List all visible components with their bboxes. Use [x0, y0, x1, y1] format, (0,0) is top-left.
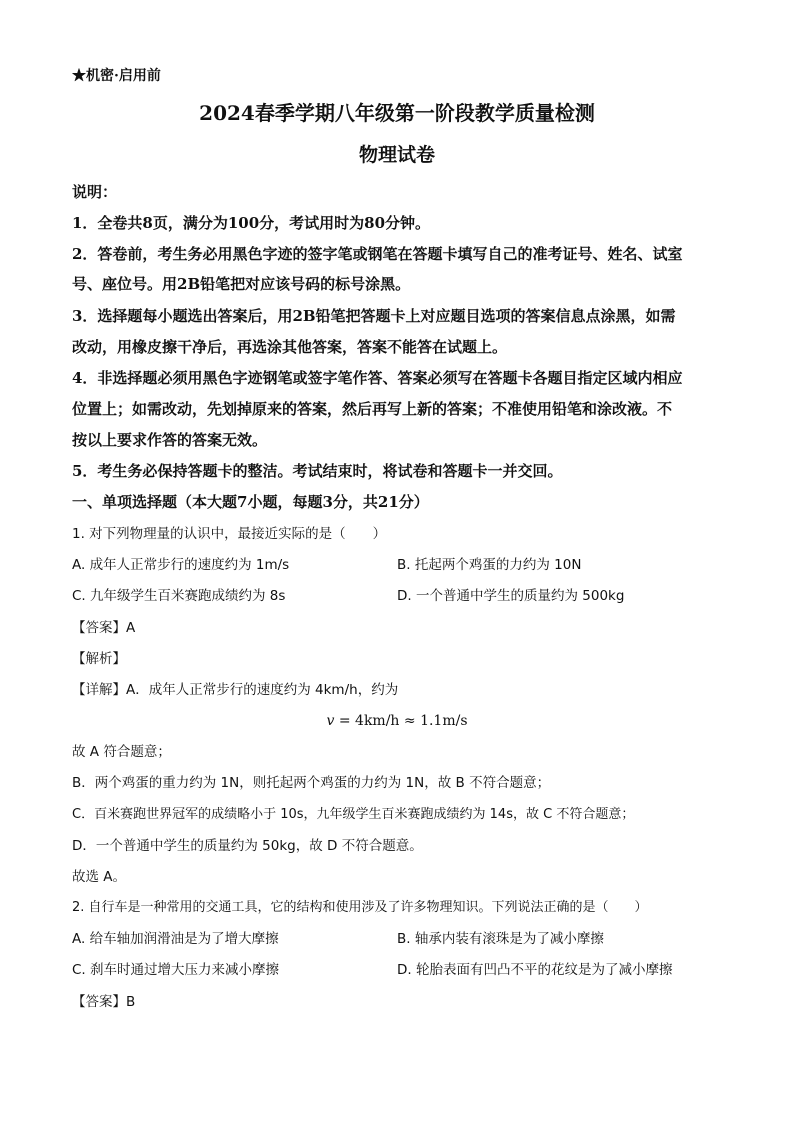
- instruction-2a: 2．答卷前，考生务必用黑色字迹的签字笔或钢笔在答题卡填写自己的准考证号、姓名、试室: [72, 245, 683, 263]
- instruction-2b: 号、座位号。用2B铅笔把对应该号码的标号涂黑。: [72, 275, 411, 293]
- q1-detail-2: 故 A 符合题意；: [72, 744, 171, 760]
- answer-value: A: [126, 620, 136, 636]
- formula-variable: v: [326, 713, 335, 729]
- answer-tag: 【答案】: [72, 994, 126, 1010]
- detail-tag: 【详解】: [72, 682, 126, 698]
- confidential-mark: ★机密·启用前: [72, 68, 161, 84]
- q2-option-d: D. 轮胎表面有凹凸不平的花纹是为了减小摩擦: [397, 962, 673, 978]
- q2-answer: [72, 992, 135, 1012]
- q1-detail-5: D．一个普通中学生的质量约为 50kg，故 D 不符合题意。: [72, 838, 423, 854]
- detail-text: A．成年人正常步行的速度约为 4km/h，约为: [126, 682, 399, 698]
- q1-detail-3: B．两个鸡蛋的重力约为 1N，则托起两个鸡蛋的力约为 1N，故 B 不符合题意；: [72, 775, 551, 791]
- instruction-4c: 按以上要求作答的答案无效。: [72, 431, 268, 449]
- exam-title: 2024春季学期八年级第一阶段教学质量检测: [199, 101, 595, 125]
- q1-option-c: C. 九年级学生百米赛跑成绩约为 8s: [72, 588, 286, 604]
- q2-option-c: C. 刹车时通过增大压力来减小摩擦: [72, 962, 280, 978]
- q1-answer: [72, 618, 135, 638]
- q1-option-a: A. 成年人正常步行的速度约为 1m/s: [72, 557, 290, 573]
- q1-stem: 1. 对下列物理量的认识中，最接近实际的是（ ）: [72, 526, 387, 542]
- q1-detail-1: [72, 680, 398, 700]
- exam-subtitle: 物理试卷: [358, 144, 435, 166]
- q1-option-d: D. 一个普通中学生的质量约为 500kg: [397, 588, 625, 604]
- q1-formula: [0, 711, 794, 731]
- answer-tag: 【答案】: [72, 620, 126, 636]
- instruction-4a: 4．非选择题必须用黑色字迹钢笔或签字笔作答、答案必须写在答题卡各题目指定区域内相应: [72, 369, 683, 387]
- q2-stem: 2. 自行车是一种常用的交通工具，它的结构和使用涉及了许多物理知识。下列说法正确的是（ ）: [72, 900, 648, 915]
- q1-analysis-tag: 【解析】: [72, 651, 126, 667]
- q1-detail-4: C．百米赛跑世界冠军的成绩略小于 10s，九年级学生百米赛跑成绩约为 14s，故 C 不符合题意；: [72, 807, 635, 822]
- q1-option-b: B. 托起两个鸡蛋的力约为 10N: [397, 557, 582, 573]
- instruction-1: 1．全卷共8页，满分为100分，考试用时为80分钟。: [72, 214, 431, 232]
- answer-value: B: [126, 994, 136, 1010]
- q1-conclusion: 故选 A。: [72, 869, 127, 885]
- instruction-3a: 3．选择题每小题选出答案后，用2B铅笔把答题卡上对应题目选项的答案信息点涂黑，如需: [72, 307, 676, 325]
- instruction-4b: 位置上；如需改动，先划掉原来的答案，然后再写上新的答案；不准使用铅笔和涂改液。不: [72, 400, 673, 418]
- q2-option-a: A. 给车轴加润滑油是为了增大摩擦: [72, 931, 279, 947]
- formula-expression: = 4km/h ≈ 1.1m/s: [334, 713, 468, 729]
- instruction-3b: 改动，用橡皮擦干净后，再选涂其他答案，答案不能答在试题上。: [72, 338, 508, 356]
- section1-heading: 一、单项选择题（本大题7小题，每题3分，共21分）: [72, 493, 429, 511]
- instructions-heading: 说明：: [72, 183, 118, 201]
- instruction-5: 5．考生务必保持答题卡的整洁。考试结束时，将试卷和答题卡一并交回。: [72, 462, 563, 480]
- q2-option-b: B. 轴承内装有滚珠是为了减小摩擦: [397, 931, 604, 947]
